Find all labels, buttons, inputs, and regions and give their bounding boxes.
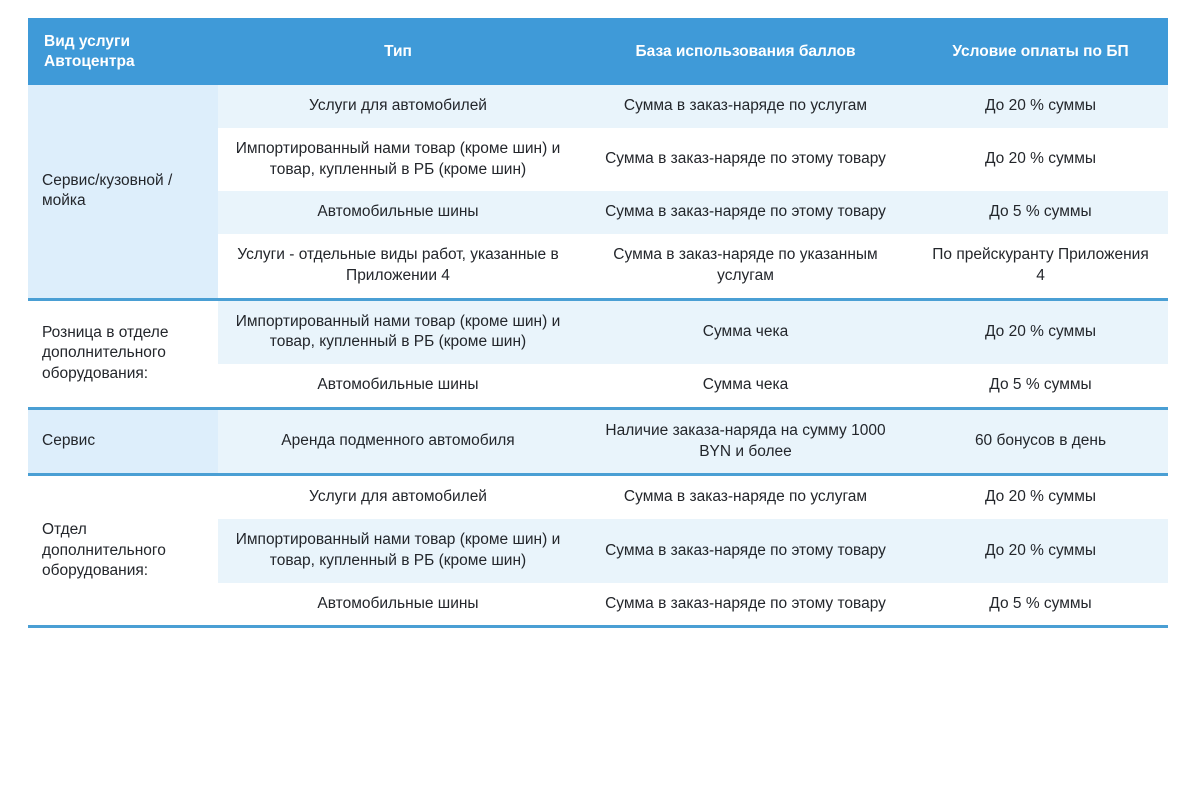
cell-payment-condition: До 20 % суммы bbox=[913, 85, 1168, 128]
points-table-wrapper bbox=[28, 18, 1168, 628]
table-header bbox=[28, 18, 1168, 85]
cell-payment-condition: До 20 % суммы bbox=[913, 476, 1168, 519]
group-label-cell: Отдел дополнительного оборудования: bbox=[28, 476, 218, 625]
cell-points-base: Сумма чека bbox=[578, 301, 913, 365]
cell-points-base: Сумма в заказ-наряде по этому товару bbox=[578, 191, 913, 234]
group-separator-rule bbox=[28, 625, 1168, 628]
points-table bbox=[28, 18, 1168, 628]
table-row bbox=[28, 410, 1168, 474]
cell-type: Автомобильные шины bbox=[218, 583, 578, 626]
cell-points-base: Сумма в заказ-наряде по услугам bbox=[578, 476, 913, 519]
group-label-cell: Сервис bbox=[28, 410, 218, 474]
cell-type: Автомобильные шины bbox=[218, 191, 578, 234]
cell-type: Автомобильные шины bbox=[218, 364, 578, 407]
table-row bbox=[28, 476, 1168, 519]
column-header-type: Тип bbox=[218, 18, 578, 85]
header-row bbox=[28, 18, 1168, 85]
cell-points-base: Сумма в заказ-наряде по указанным услугам bbox=[578, 234, 913, 298]
cell-points-base: Сумма чека bbox=[578, 364, 913, 407]
cell-payment-condition: 60 бонусов в день bbox=[913, 410, 1168, 474]
cell-points-base: Сумма в заказ-наряде по этому товару bbox=[578, 583, 913, 626]
cell-type: Аренда подменного автомобиля bbox=[218, 410, 578, 474]
cell-type: Услуги для автомобилей bbox=[218, 476, 578, 519]
cell-payment-condition: До 5 % суммы bbox=[913, 583, 1168, 626]
column-header-service-type: Вид услуги Автоцентра bbox=[28, 18, 218, 85]
cell-points-base: Сумма в заказ-наряде по этому товару bbox=[578, 128, 913, 192]
table-row bbox=[28, 301, 1168, 365]
cell-payment-condition: По прейскуранту Приложения 4 bbox=[913, 234, 1168, 298]
cell-payment-condition: До 5 % суммы bbox=[913, 364, 1168, 407]
group-separator bbox=[28, 625, 1168, 628]
cell-payment-condition: До 5 % суммы bbox=[913, 191, 1168, 234]
group-label-cell: Розница в отделе дополнительного оборудования: bbox=[28, 301, 218, 407]
cell-payment-condition: До 20 % суммы bbox=[913, 301, 1168, 365]
cell-type: Импортированный нами товар (кроме шин) и товар, купленный в РБ (кроме шин) bbox=[218, 519, 578, 583]
cell-type: Импортированный нами товар (кроме шин) и товар, купленный в РБ (кроме шин) bbox=[218, 128, 578, 192]
cell-points-base: Сумма в заказ-наряде по этому товару bbox=[578, 519, 913, 583]
cell-payment-condition: До 20 % суммы bbox=[913, 519, 1168, 583]
column-header-points-base: База использования баллов bbox=[578, 18, 913, 85]
group-label-cell: Сервис/кузовной /мойка bbox=[28, 85, 218, 298]
column-header-payment-condition: Условие оплаты по БП bbox=[913, 18, 1168, 85]
cell-points-base: Наличие заказа-наряда на сумму 1000 BYN и более bbox=[578, 410, 913, 474]
cell-points-base: Сумма в заказ-наряде по услугам bbox=[578, 85, 913, 128]
table-body bbox=[28, 85, 1168, 628]
cell-type: Услуги - отдельные виды работ, указанные в Приложении 4 bbox=[218, 234, 578, 298]
cell-type: Услуги для автомобилей bbox=[218, 85, 578, 128]
table-row bbox=[28, 85, 1168, 128]
cell-payment-condition: До 20 % суммы bbox=[913, 128, 1168, 192]
cell-type: Импортированный нами товар (кроме шин) и товар, купленный в РБ (кроме шин) bbox=[218, 301, 578, 365]
